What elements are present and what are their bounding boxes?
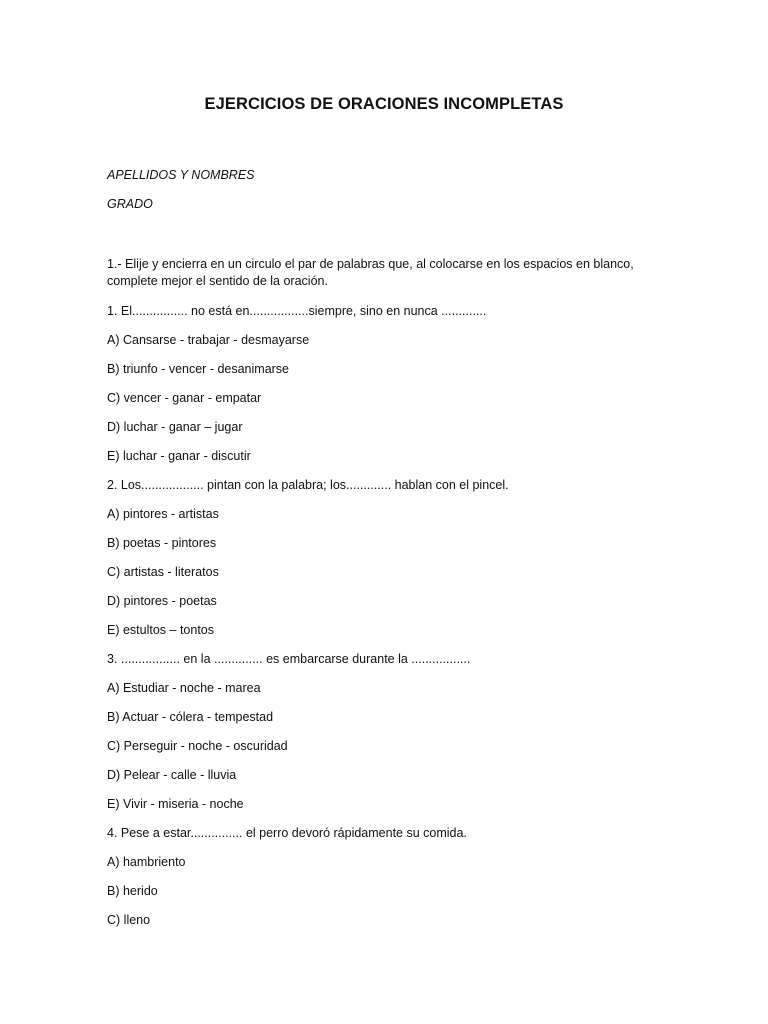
question-1-option-d: D) luchar - ganar – jugar bbox=[107, 420, 243, 434]
question-3-option-b: B) Actuar - cólera - tempestad bbox=[107, 710, 274, 724]
question-2-option-c: C) artistas - literatos bbox=[107, 565, 219, 579]
names-field-label: APELLIDOS Y NOMBRES bbox=[107, 168, 255, 182]
question-4-option-c: C) lleno bbox=[107, 913, 151, 927]
question-4-option-b: B) herido bbox=[107, 884, 158, 898]
question-2-option-e: E) estultos – tontos bbox=[107, 623, 215, 637]
question-4-option-a: A) hambriento bbox=[107, 855, 186, 869]
page-title: EJERCICIOS DE ORACIONES INCOMPLETAS bbox=[204, 95, 564, 113]
question-1-option-a: A) Cansarse - trabajar - desmayarse bbox=[107, 333, 310, 347]
question-2-option-d: D) pintores - poetas bbox=[107, 594, 217, 608]
question-4: 4. Pese a estar............... el perro devoró rápidamente su comida. bbox=[107, 826, 467, 840]
instruction-text: 1.- Elije y encierra en un circulo el par de palabras que, al colocarse en los espacios en blanco, complete mejor el sentido de la oración. bbox=[107, 257, 634, 288]
question-3: 3. ................. en la .............. es embarcarse durante la ................. bbox=[107, 652, 471, 666]
question-3-option-e: E) Vivir - miseria - noche bbox=[107, 797, 244, 811]
question-3-option-d: D) Pelear - calle - lluvia bbox=[107, 768, 237, 782]
exercise-list bbox=[107, 303, 509, 941]
question-1-option-c: C) vencer - ganar - empatar bbox=[107, 391, 262, 405]
question-3-option-a: A) Estudiar - noche - marea bbox=[107, 681, 261, 695]
question-3-option-c: C) Perseguir - noche - oscuridad bbox=[107, 739, 288, 753]
grade-field-label: GRADO bbox=[107, 197, 153, 211]
question-1-option-b: B) triunfo - vencer - desanimarse bbox=[107, 362, 290, 376]
question-2-option-a: A) pintores - artistas bbox=[107, 507, 219, 521]
question-1-option-e: E) luchar - ganar - discutir bbox=[107, 449, 251, 463]
question-1: 1. El................ no está en.................siempre, sino en nunca ............. bbox=[107, 304, 487, 318]
question-2: 2. Los.................. pintan con la palabra; los............. hablan con el pincel. bbox=[107, 478, 509, 492]
question-2-option-b: B) poetas - pintores bbox=[107, 536, 217, 550]
